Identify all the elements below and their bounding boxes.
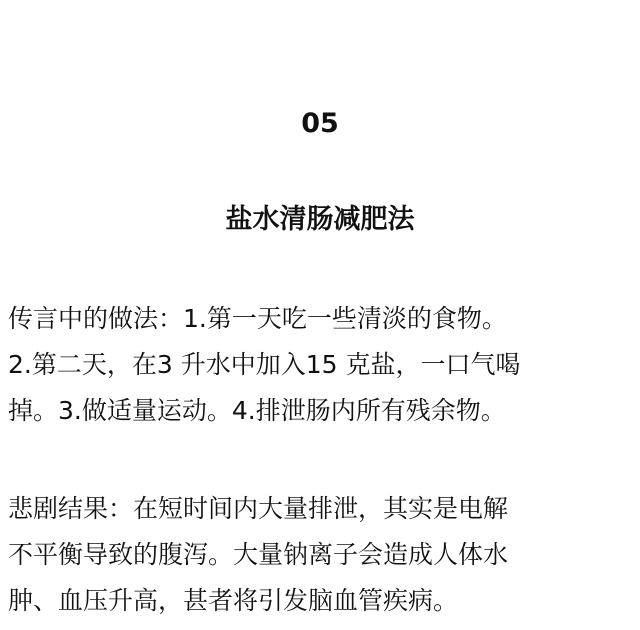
result-paragraph [8, 486, 638, 624]
rumor-line: 传言中的做法：1.第一天吃一些清淡的食物。 [8, 304, 507, 333]
result-line: 肿、血压升高，甚者将引发脑血管疾病。 [8, 586, 459, 615]
rumor-line: 掉。3.做适量运动。4.排泄肠内所有残余物。 [8, 396, 506, 425]
result-line: 悲剧结果：在短时间内大量排泄，其实是电解 [8, 494, 509, 523]
section-title: 盐水清肠减肥法 [225, 204, 415, 235]
rumor-line: 2.第二天，在3 升水中加入15 克盐，一口气喝 [8, 350, 521, 379]
rumor-paragraph [8, 296, 638, 434]
section-number: 05 [301, 108, 339, 139]
result-line: 不平衡导致的腹泻。大量钠离子会造成人体水 [8, 540, 509, 569]
